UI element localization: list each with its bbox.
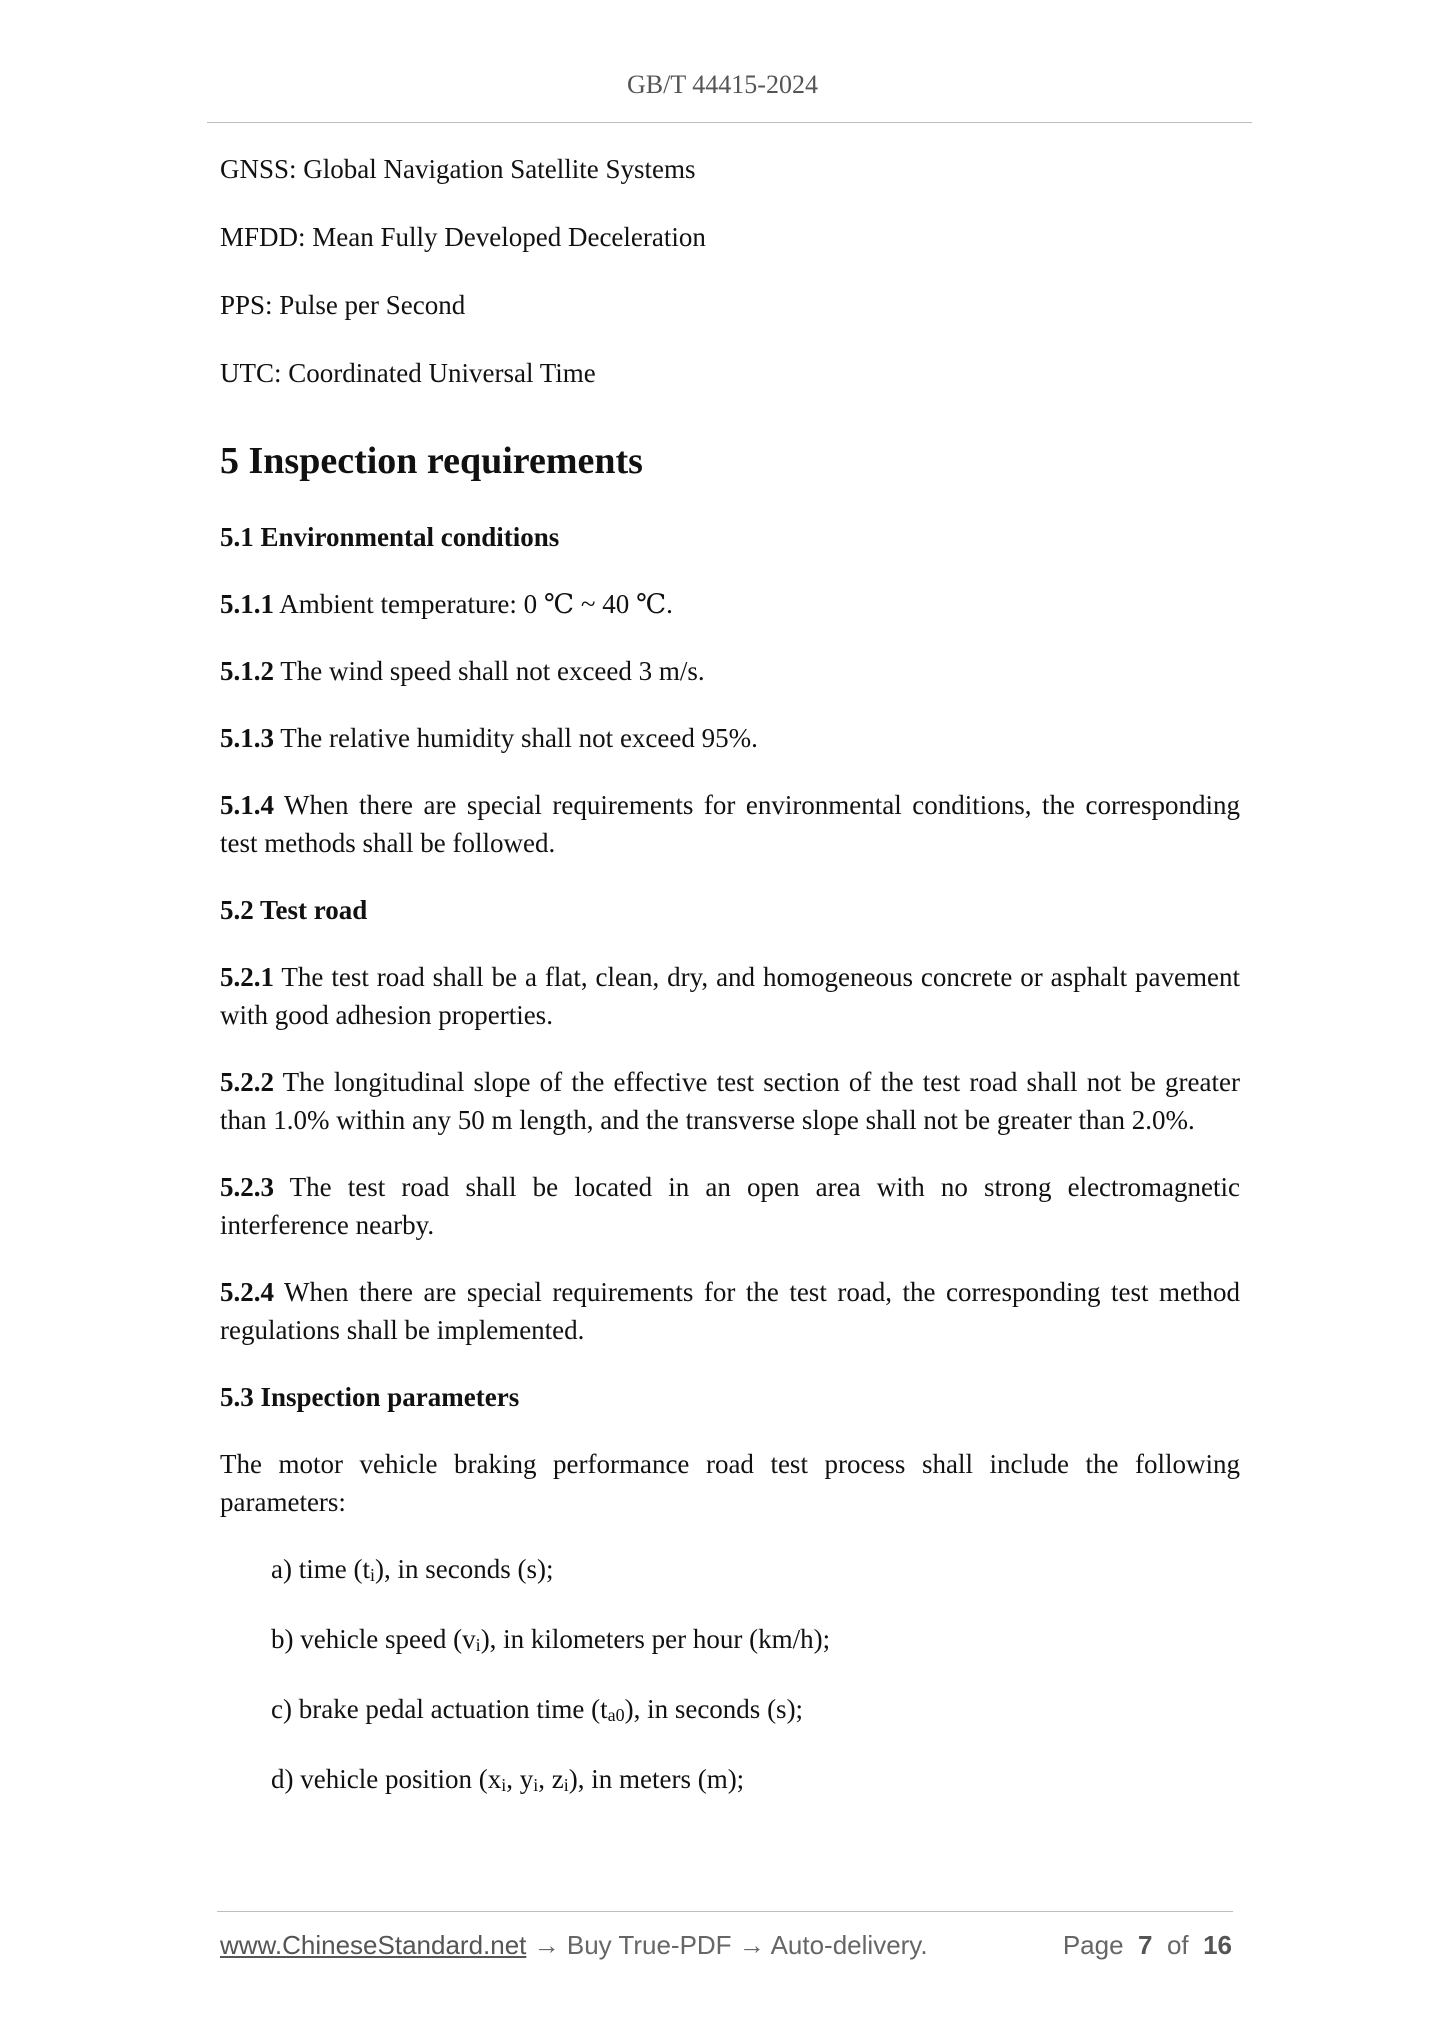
list-item-d [271, 1760, 1240, 1801]
clause-5-2-3 [220, 1168, 1240, 1244]
clause-number: 5.1.2 [220, 656, 274, 686]
page-indicator [1063, 1930, 1232, 1961]
subscript: i [369, 1565, 375, 1585]
section-5-2-heading: 5.2 Test road [220, 895, 368, 925]
subscript: i [475, 1635, 481, 1655]
clause-number: 5.2.3 [220, 1172, 274, 1202]
clause-5-2-4 [220, 1273, 1240, 1349]
list-text: c) brake pedal actuation time (t [271, 1694, 608, 1724]
section-5-3-intro: The motor vehicle braking performance road test process shall include the following parameters: [220, 1449, 1240, 1517]
clause-text: The test road shall be a flat, clean, dry, and homogeneous concrete or asphalt pavement with good adhesion properties. [220, 962, 1240, 1030]
clause-number: 5.1.3 [220, 723, 274, 753]
section-5-1-heading: 5.1 Environmental conditions [220, 522, 560, 552]
clause-text: Ambient temperature: 0 ℃ ~ 40 ℃. [274, 589, 673, 619]
subscript: i [533, 1775, 539, 1795]
clause-number: 5.1.4 [220, 790, 274, 820]
clause-text: The test road shall be located in an open area with no strong electromagnetic interference nearby. [220, 1172, 1240, 1240]
clause-5-2-1 [220, 958, 1240, 1034]
footer-divider [217, 1911, 1233, 1912]
list-item-b [271, 1620, 1240, 1661]
subscript: i [501, 1775, 507, 1795]
clause-number: 5.2.4 [220, 1277, 274, 1307]
list-item-c [271, 1690, 1240, 1731]
list-text: d) vehicle position (x [271, 1764, 502, 1794]
abbreviation-pps: PPS: Pulse per Second [220, 290, 466, 320]
page-label: Page [1062, 1930, 1124, 1960]
clause-number: 5.2.1 [220, 962, 274, 992]
clause-5-1-4 [220, 786, 1240, 862]
subscript: a0 [607, 1705, 625, 1725]
promo-text: → Buy True-PDF → Auto-delivery. [526, 1930, 928, 1960]
clause-number: 5.1.1 [220, 589, 274, 619]
abbreviation-utc: UTC: Coordinated Universal Time [220, 358, 596, 388]
clause-text: The relative humidity shall not exceed 95%. [274, 723, 758, 753]
website-link[interactable]: www.ChineseStandard.net [220, 1930, 527, 1960]
abbreviation-gnss: GNSS: Global Navigation Satellite Systems [220, 154, 696, 184]
list-text: a) time (t [271, 1554, 370, 1584]
page-content [220, 150, 1240, 1830]
clause-5-1-1 [220, 585, 1240, 623]
list-text: ), in seconds (s); [374, 1554, 554, 1584]
header-divider [207, 122, 1252, 123]
clause-text: The wind speed shall not exceed 3 m/s. [274, 656, 705, 686]
list-text: , z [538, 1764, 564, 1794]
page-total: 16 [1203, 1930, 1232, 1960]
abbreviation-mfdd: MFDD: Mean Fully Developed Deceleration [220, 222, 706, 252]
list-text: b) vehicle speed (v [271, 1624, 476, 1654]
list-text: ), in meters (m); [568, 1764, 745, 1794]
page-footer [220, 1930, 1232, 1961]
list-text: ), in seconds (s); [624, 1694, 804, 1724]
clause-text: When there are special requirements for environmental conditions, the corresponding test methods shall be followed. [220, 790, 1240, 858]
page-header: GB/T 44415-2024 [627, 70, 818, 99]
footer-promo [220, 1930, 928, 1961]
clause-5-1-3 [220, 719, 1240, 757]
clause-5-1-2 [220, 652, 1240, 690]
clause-number: 5.2.2 [220, 1067, 274, 1097]
of-label: of [1166, 1930, 1189, 1960]
section-5-heading: 5 Inspection requirements [220, 440, 643, 482]
list-text: , y [506, 1764, 534, 1794]
list-text: ), in kilometers per hour (km/h); [480, 1624, 831, 1654]
clause-text: When there are special requirements for the test road, the corresponding test method regulations shall be implemented. [220, 1277, 1240, 1345]
page-number: 7 [1138, 1930, 1153, 1960]
list-item-a [271, 1550, 1240, 1591]
clause-5-2-2 [220, 1063, 1240, 1139]
section-5-3-heading: 5.3 Inspection parameters [220, 1382, 520, 1412]
clause-text: The longitudinal slope of the effective test section of the test road shall not be greater than 1.0% within any 50 m length, and the transverse slope shall not be greater than 2.0%. [220, 1067, 1240, 1135]
subscript: i [563, 1775, 569, 1795]
